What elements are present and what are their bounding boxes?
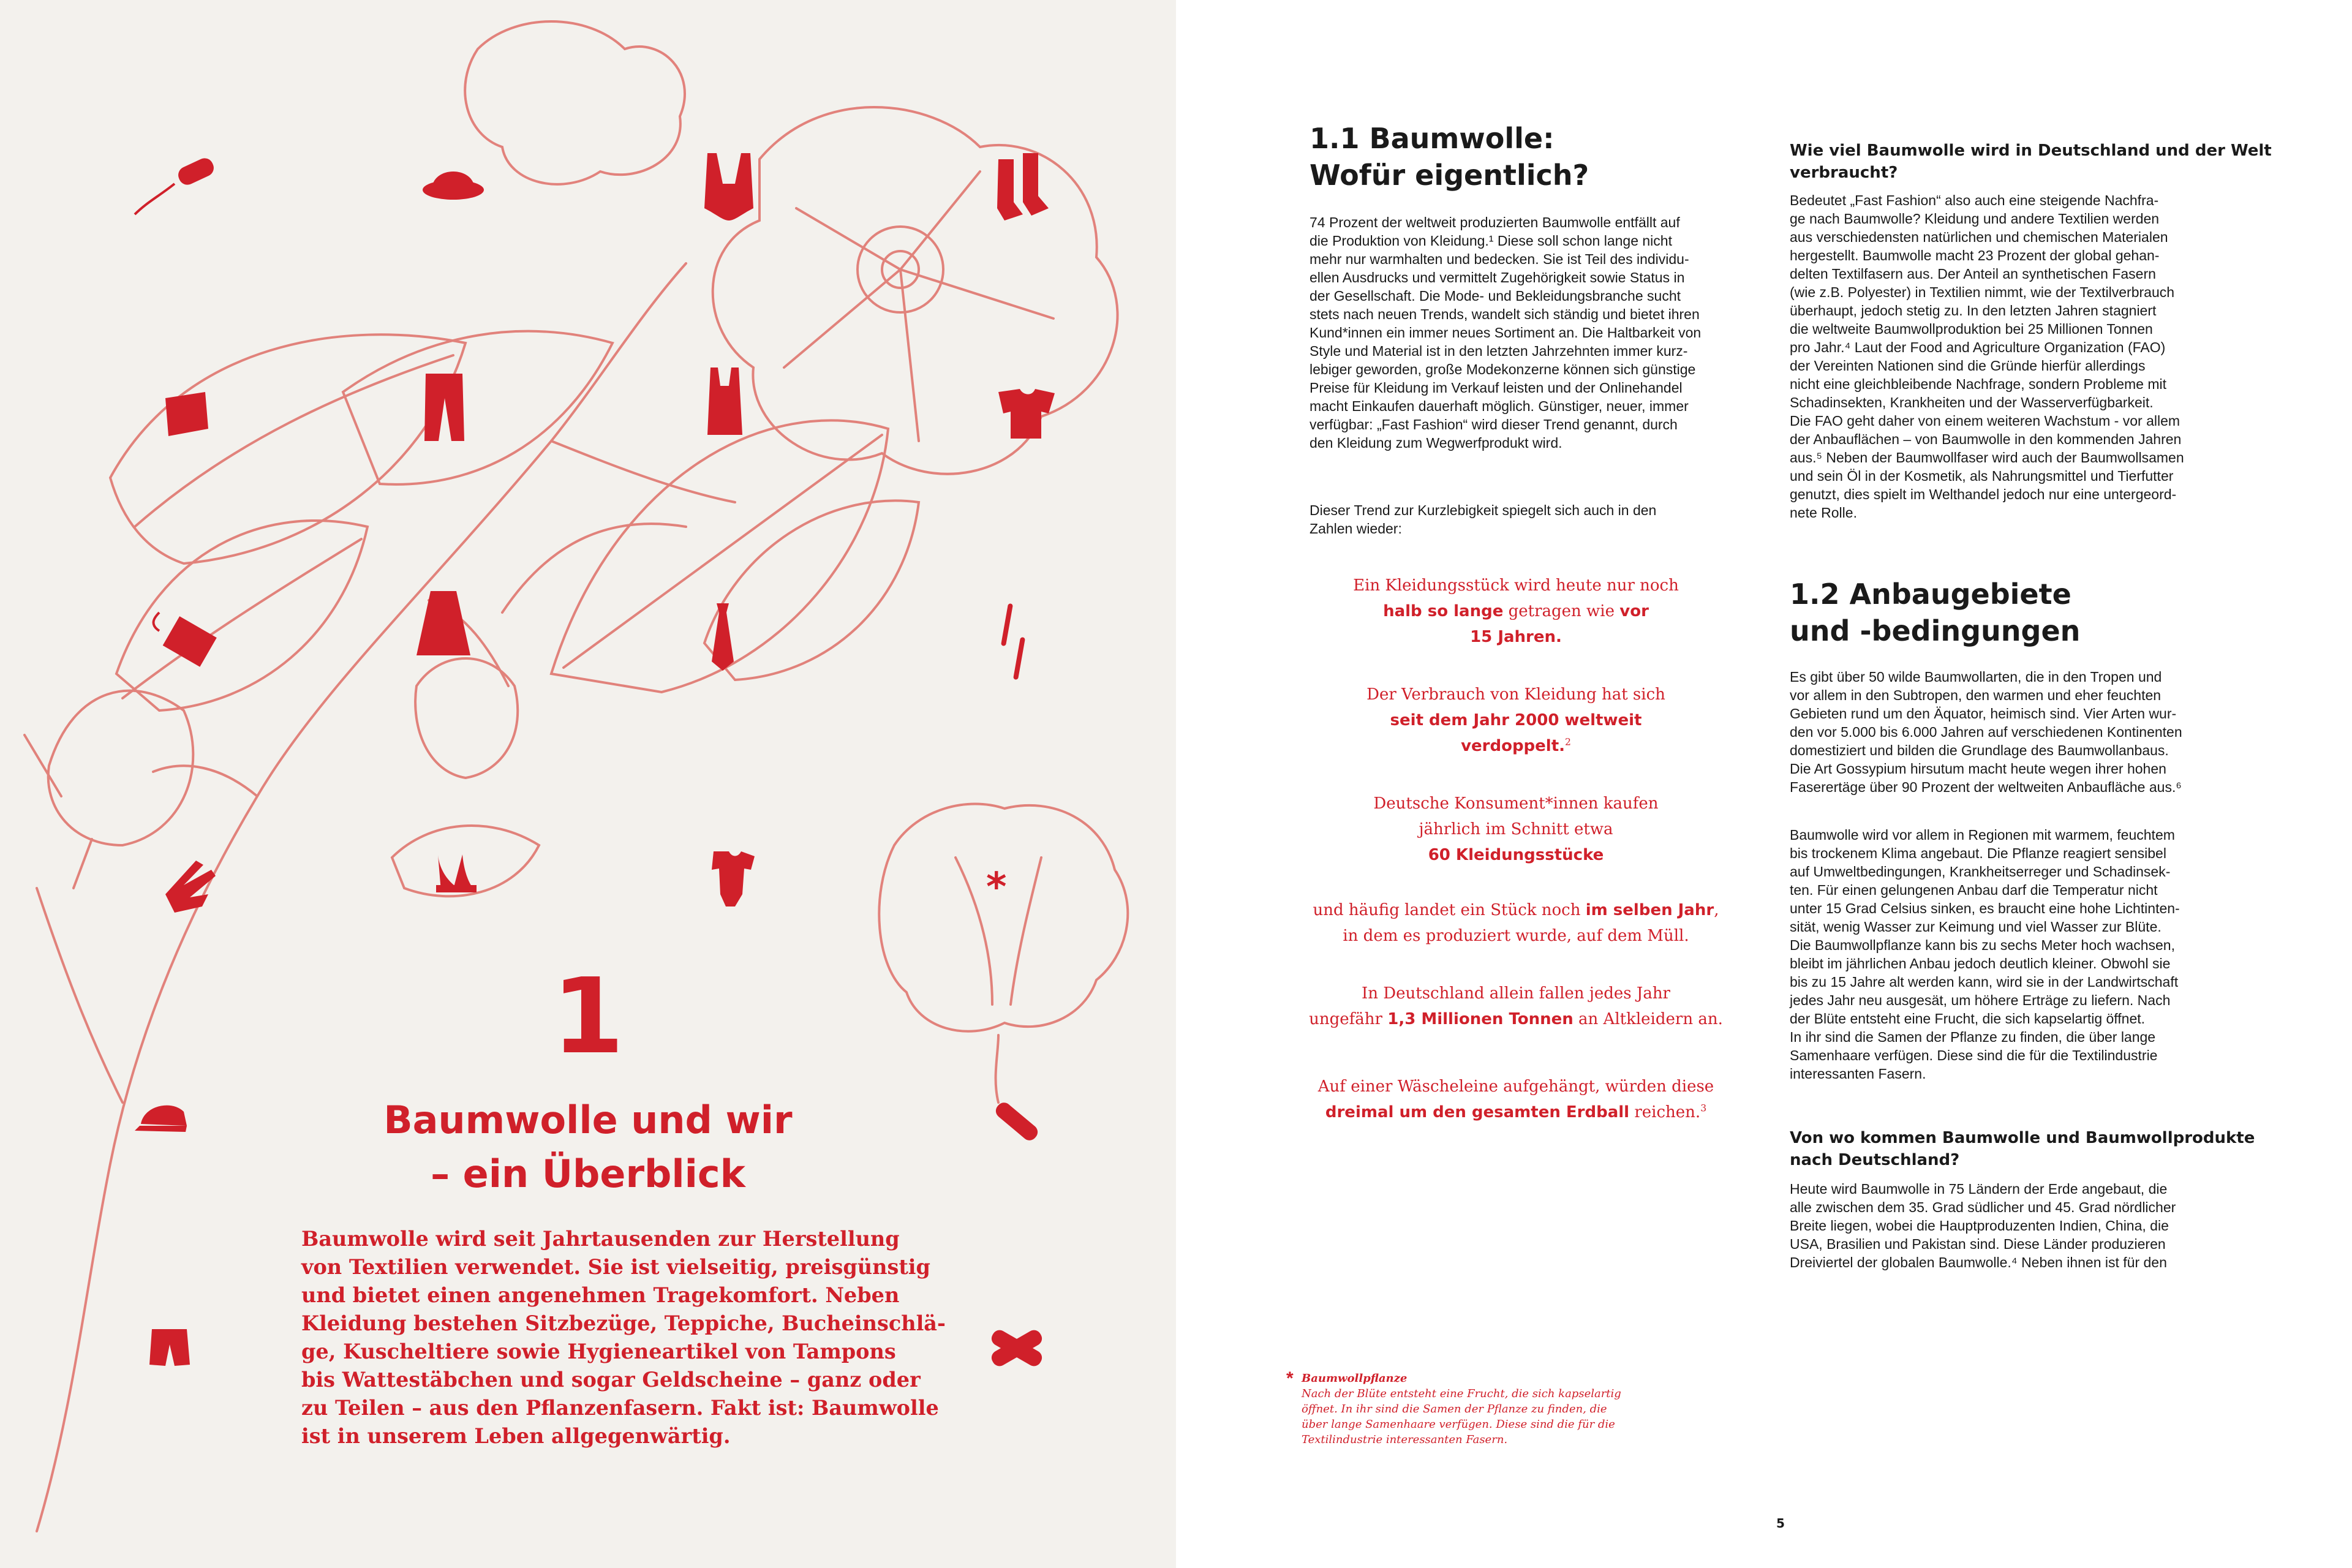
bodysuit-icon — [712, 851, 755, 907]
shorts-icon — [149, 1329, 190, 1366]
banknote-icon — [154, 612, 217, 667]
asterisk-icon: * — [986, 865, 1007, 910]
quote-2: Der Verbrauch von Kleidung hat sich seit dem Jahr 2000 weltweit verdoppelt.$^2$ — [1366, 685, 1665, 755]
section-1-1-title: 1.1 Baumwolle: Wofür eigentlich? — [1310, 122, 1589, 192]
question-heading-consumption: Wie viel Baumwolle wird in Deutschland und der Welt verbraucht? — [1790, 141, 2272, 182]
tank-top-icon — [707, 368, 742, 435]
quote-1: Ein Kleidungsstück wird heute nur noch halb so lange getragen wie vor 15 Jahren. — [1353, 576, 1679, 646]
question-heading-origin: Von wo kommen Baumwolle und Baumwollprodukte nach Deutschland? — [1790, 1129, 2255, 1169]
hat-icon — [423, 172, 484, 200]
caption-asterisk: * — [1286, 1368, 1294, 1389]
swimsuit-icon — [704, 153, 753, 221]
origin-body: Heute wird Baumwolle in 75 Ländern der Erde angebaut, die alle zwischen dem 35. Grad südlicher und 45. Grad nördlicher Breite liegen, wobei die Hauptproduzenten Indien, China, die USA, Brasilien und Pakistan sind. Diese Länder produzieren Dreiviertel der globalen Baumwolle.⁴ Neben ihnen ist für den — [1790, 1181, 2176, 1270]
chapter-title: Baumwolle und wir – ein Überblick — [383, 1098, 793, 1196]
cap-icon — [135, 1106, 187, 1132]
skirt-icon — [417, 591, 470, 655]
trousers-icon — [424, 374, 464, 441]
plaster-icon — [989, 1327, 1045, 1369]
consumption-body: Bedeutet „Fast Fashion“ also auch eine steigende Nachfra- ge nach Baumwolle? Kleidung und andere Textilien werden aus verschiedensten natürlichen und chemischen Materialen hergestellt. Baumwolle macht 23 Prozent der global gehan- delten Textilfasern aus. Der Anteil an synthetischen Fasern (wie z.B. Polyester) in Textilien nimmt, wie der Textilverbrauch überhaupt, jedoch stetig zu. In den letzten Jahren stagniert die weltweite Baumwollproduktion bei 25 Millionen Tonnen pro Jahr.⁴ Laut der Food and Agriculture Organization (FAO) der Vereinten Nationen sind die Gründe hierfür allerdings nicht eine gleichbleibende Nachfrage, sondern Probleme mit Schadinsekten, Krankheiten und der Wasserverfügbarkeit. Die FAO geht daher von einem weiteren Wachstum - vor allem der Anbauflächen – von Baumwolle in den kommenden Jahren aus.⁵ Neben der Baumwollfaser wird auch der Baumwollsamen und sein Öl in der Kosmetik, als Nahrungsmittel und Tierfutter genutzt, dies spielt im Welthandel jedoch nur eine untergeord- nete Rolle. — [1790, 192, 2184, 521]
cotton-swabs-icon — [1001, 603, 1025, 680]
page-number: 5 — [1776, 1516, 1785, 1531]
tie-icon — [712, 603, 734, 671]
section-1-2-title: 1.2 Anbaugebiete und -bedingungen — [1790, 578, 2081, 647]
quote-4: und häufig landet ein Stück noch im selben Jahr, in dem es produziert wurde, auf dem Müll. — [1313, 901, 1719, 945]
book-icon — [165, 392, 208, 436]
section-1-2-body-b: Baumwolle wird vor allem in Regionen mit warmem, feuchtem bis trockenem Klima angebaut. Die Pflanze reagiert sensibel auf Umweltbedingungen, Krankheitserreger und Schadinsek- ten. Für einen gelungenen Anbau darf die Temperatur nicht unter 15 Grad Celsius sinken, es braucht eine hohe Lichtinten- sität, wenig Wasser zur Keimung und viel Wasser zur Blüte. Die Baumwollpflanze kann bis zu sechs Meter hoch wachsen, bleibt im jährlichen Anbau jedoch deutlich kleiner. Obwohl sie bis zu 15 Jahre alt werden kann, wird sie in der Landwirtschaft jedes Jahr neu ausgesät, um höhere Erträge zu liefern. Nach der Blüte entsteht eine Frucht, die sich kapselartig öffnet. In ihr sind die Samen der Pflanze zu finden, die über lange Samenhaare verfügen. Diese sind die für die Textilindustrie interessanten Fasern. — [1790, 827, 2180, 1082]
section-1-2-body-a: Es gibt über 50 wilde Baumwollarten, die in den Tropen und vor allem in den Subtropen, den warmen und eher feuchten Gebieten rund um den Äquator, heimisch sind. Vier Arten wur- den vor 5.000 bis 6.000 Jahren auf verschiedenen Kontinenten domestiziert und bilden die Grundlage des Baumwollanbaus. Die Art Gossypium hirsutum macht heute wegen ihrer hohen Faserertäge über 90 Prozent der weltweiten Anbaufläche aus.⁶ — [1790, 669, 2182, 795]
tampon-icon — [135, 156, 217, 214]
chapter-intro: Baumwolle wird seit Jahrtausenden zur Herstellung von Textilien verwendet. Sie ist vielseitig, preisgünstig und bietet einen angenehmen Tragekomfort. Neben Kleidung bestehen Sitzbezüge, Teppiche, Bucheinschlä- ge, Kuscheltiere sowie Hygieneartikel von Tampons bis Wattestäbchen und sogar Geldscheine – ganz oder zu Teilen – aus den Pflanzenfasern. Fakt ist: Baumwolle ist in unserem Leben allgegenwärtig. — [301, 1227, 946, 1448]
quote-6: Auf einer Wäscheleine aufgehängt, würden diese dreimal um den gesamten Erdball reichen.$^3$ — [1317, 1077, 1714, 1121]
section-1-1-body: 74 Prozent der weltweit produzierten Baumwolle entfällt auf die Produktion von Kleidung.¹ Diese soll schon lange nicht mehr nur warmhalten und bedecken. Sie ist Teil des individu- ellen Ausdrucks und vermittelt Zugehörigkeit sowie Status in der Gesellschaft. Die Mode- und Bekleidungsbranche sucht stets nach neuen Trends, wandelt sich ständig und bietet ihren Kund*innen ein immer neues Sortiment an. Die Haltbarkeit von Style und Material ist in den letzten Jahrzehnten immer kurz- lebiger geworden, große Modekonzerne können sich günstige Preise für Kleidung im Verkauf leisten und der Onlinehandel macht Einkaufen dauerhaft möglich. Günstiger, neuer, immer verfügbar: „Fast Fashion“ wird dieser Trend genannt, durch den Kleidung zum Wegwerfprodukt wird. — [1310, 214, 1702, 451]
socks-icon — [997, 153, 1049, 221]
quote-3: Deutsche Konsument*innen kaufen jährlich im Schnitt etwa 60 Kleidungsstücke — [1373, 794, 1659, 864]
quote-5: In Deutschland allein fallen jedes Jahr ungefähr 1,3 Millionen Tonnen an Altkleidern an. — [1309, 984, 1723, 1028]
bra-icon — [436, 854, 477, 892]
plant-caption: Baumwollpflanze Nach der Blüte entsteht eine Frucht, die sich kapselartig öffnet. In ihr sind die Samen der Pflanze zu finden, die über lange Samenhaare verfügen. Diese sind die für die Textilindustrie interessanten Fasern. — [1302, 1372, 1621, 1446]
bandage-icon — [993, 1099, 1041, 1143]
section-1-1-trend: Dieser Trend zur Kurzlebigkeit spiegelt sich auch in den Zahlen wieder: — [1310, 502, 1657, 537]
chapter-number: 1 — [551, 956, 625, 1077]
